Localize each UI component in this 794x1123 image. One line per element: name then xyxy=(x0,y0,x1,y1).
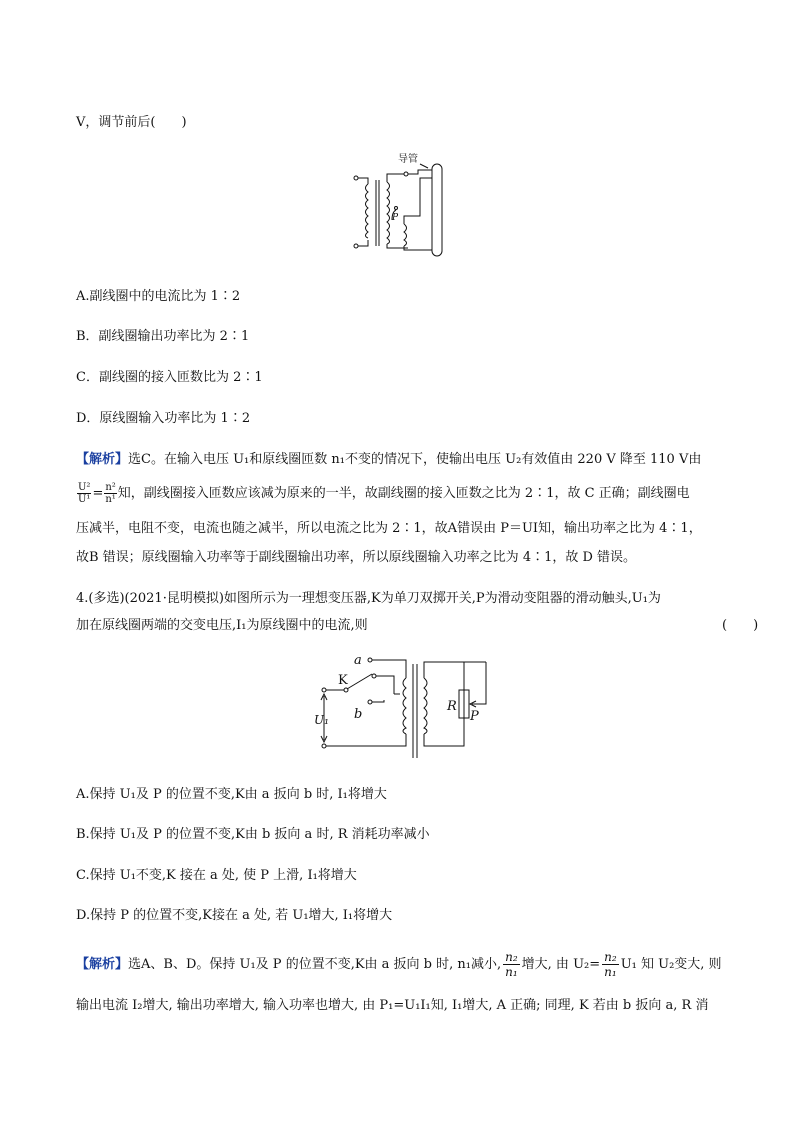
q4-analysis-line2: 输出电流 I₂增大, 输出功率增大, 输入功率也增大, 由 P₁=U₁I₁知, I₁增大, A 正确; 同理, K 若由 b 扳向 a, R 消 xyxy=(76,998,709,1013)
q4-option-b: B.保持 U₁及 P 的位置不变,K由 b 扳向 a 时, R 消耗功率减小 xyxy=(76,827,430,842)
q4-option-c: C.保持 U₁不变,K 接在 a 处, 使 P 上滑, I₁将增大 xyxy=(76,868,357,883)
q4-stem-line2: 加在原线圈两端的交变电压,I₁为原线圈中的电流,则 xyxy=(76,618,368,633)
analysis-text: 知，副线圈接入匝数应该减为原来的一半，故副线圈的接入匝数之比为 2∶1，故 C 正确；副线圈电 xyxy=(117,486,690,501)
q3-analysis-line3: 压减半，电阻不变，电流也随之减半，所以电流之比为 2∶1，故A错误由 P＝UI知，输出功率之比为 4∶1， xyxy=(76,521,702,536)
q3-analysis-line4: 故B 错误；原线圈输入功率等于副线圈输出功率，所以原线圈输入功率之比为 4∶1，故 D 错误。 xyxy=(76,550,637,565)
terminal-b-label: b xyxy=(354,707,363,722)
analysis-text: 选C。在输入电压 U₁和原线圈匝数 n₁不变的情况下，使输出电压 U₂有效值由 220 V 降至 110 V由 xyxy=(128,452,702,467)
q3-option-c: C．副线圈的接入匝数比为 2∶1 xyxy=(76,370,263,385)
analysis-label: 【解析】 xyxy=(76,957,129,972)
turns-ratio-fraction: $\frac{\text{n₂}}{\text{n₁}}$ xyxy=(604,950,617,979)
q3-option-a: A.副线圈中的电流比为 1∶2 xyxy=(76,289,241,304)
turns-ratio-fraction: $\frac{\text{n²}}{\text{n¹}}$ xyxy=(105,482,116,505)
analysis-text: U₁ 知 U₂变大, 则 xyxy=(620,957,722,972)
analysis-text: 增大, 由 U₂= xyxy=(521,957,601,972)
tube-label: 导管 xyxy=(398,154,418,165)
q4-analysis-line1 xyxy=(76,950,722,979)
q3-option-b: B．副线圈输出功率比为 2∶1 xyxy=(76,329,250,344)
slider-p-label: P xyxy=(470,709,479,724)
q4-option-d: D.保持 P 的位置不变,K接在 a 处, 若 U₁增大, I₁将增大 xyxy=(76,908,393,923)
resistor-r-label: R xyxy=(447,699,457,714)
analysis-label: 【解析】 xyxy=(76,452,129,467)
terminal-a-label: a xyxy=(354,653,362,668)
q3-option-d: D．原线圈输入功率比为 1∶2 xyxy=(76,411,251,426)
q3-stem-tail: V，调节前后( ) xyxy=(76,115,187,130)
q3-analysis-line1 xyxy=(76,451,701,469)
q4-stem-line1: 4.(多选)(2021·昆明模拟)如图所示为一理想变压器,K为单刀双掷开关,P为滑动变阻器的滑动触头,U₁为 xyxy=(76,591,661,606)
analysis-text: 选A、B、D。保持 U₁及 P 的位置不变,K由 a 扳向 b 时, n₁减小, xyxy=(128,957,502,972)
transformer-circuit-figure xyxy=(310,650,490,760)
switch-k-label: K xyxy=(338,673,348,688)
transformer-tube-figure xyxy=(348,150,448,260)
q4-answer-paren: ( ) xyxy=(722,618,759,633)
turns-ratio-fraction: $\frac{\text{n₂}}{\text{n₁}}$ xyxy=(505,950,518,979)
voltage-ratio-fraction: $\frac{\text{U²}}{\text{U¹}}$ xyxy=(78,482,91,505)
q4-option-a: A.保持 U₁及 P 的位置不变,K由 a 扳向 b 时, I₁将增大 xyxy=(76,787,387,802)
q3-analysis-line2: $\frac{\text{U²}}{\text{U¹}}$ = $\frac{\text{n²}}{\text{n¹}}$ 知，副线圈接入匝数应该减为原来的一半，故副线圈的接入匝数之比为 2∶1，故 C 正确；副线圈电 xyxy=(78,482,690,505)
tap-p-label: P xyxy=(392,213,399,223)
voltage-u1-label: U₁ xyxy=(314,713,329,727)
